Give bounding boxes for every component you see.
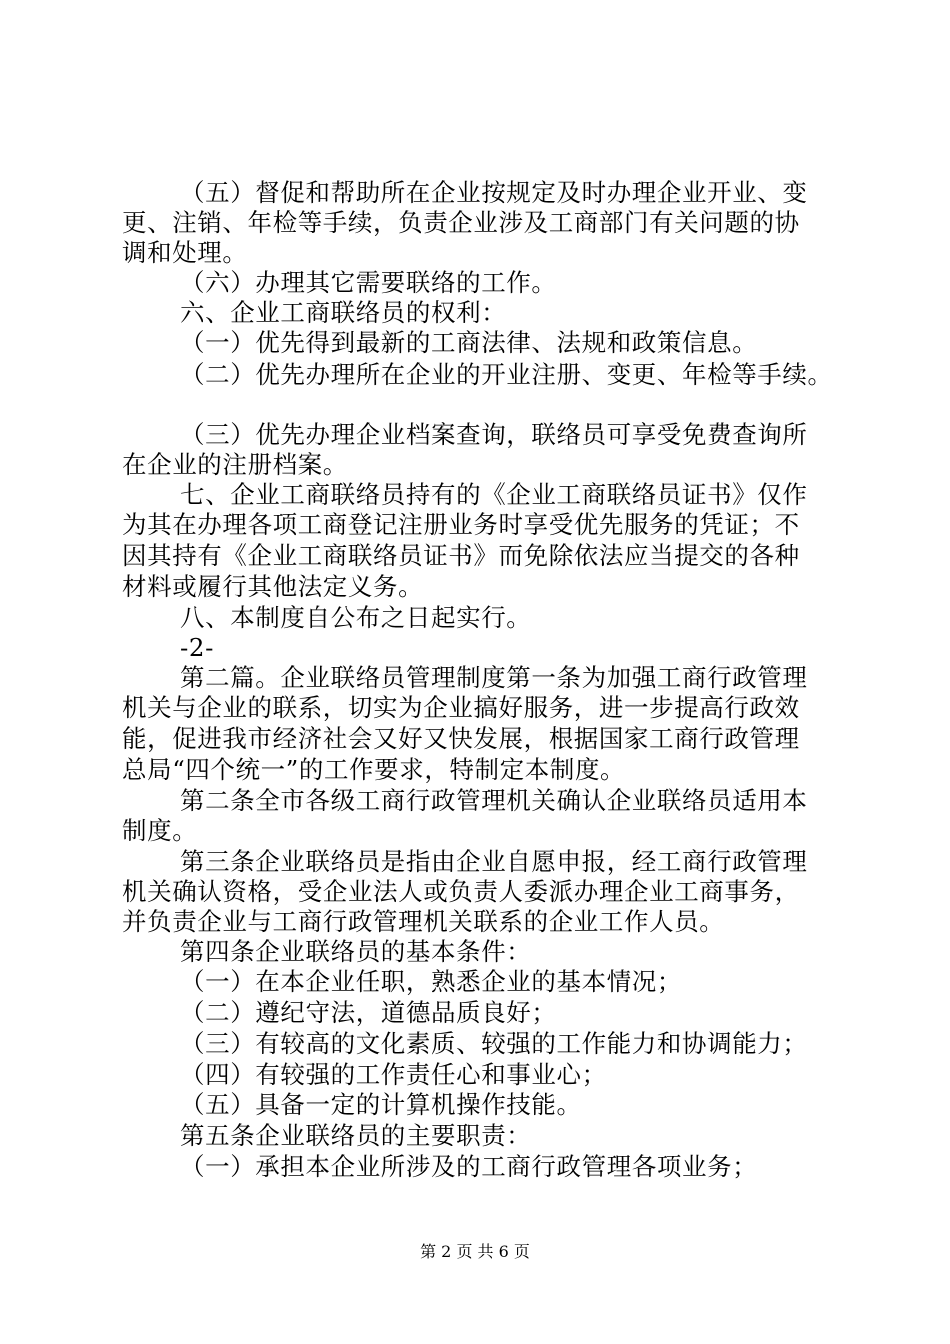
text-line: 能，促进我市经济社会又好又快发展，根据国家工商行政管理 xyxy=(122,724,800,753)
text-line: 机关确认资格，受企业法人或负责人委派办理企业工商事务， xyxy=(122,877,800,906)
article-line: 第三条企业联络员是指由企业自愿申报，经工商行政管理 xyxy=(180,847,808,876)
section-heading: 六、企业工商联络员的权利： xyxy=(180,298,507,327)
text-line: 材料或履行其他法定义务。 xyxy=(122,572,424,601)
text-line: （一）优先得到最新的工商法律、法规和政策信息。 xyxy=(180,328,758,357)
text-line: 调和处理。 xyxy=(122,238,248,267)
text-line: （二）优先办理所在企业的开业注册、变更、年检等手续。 xyxy=(180,360,833,389)
section-heading: 八、本制度自公布之日起实行。 xyxy=(180,603,532,632)
text-line: （三）优先办理企业档案查询，联络员可享受免费查询所 xyxy=(180,420,808,449)
text-line: 制度。 xyxy=(122,816,198,845)
list-item: （三）有较高的文化素质、较强的工作能力和协调能力； xyxy=(180,1029,808,1058)
text-line: 更、注销、年检等手续，负责企业涉及工商部门有关问题的协 xyxy=(122,208,800,237)
text-line: 并负责企业与工商行政管理机关联系的企业工作人员。 xyxy=(122,907,725,936)
text-line: 在企业的注册档案。 xyxy=(122,450,348,479)
text-line: （六）办理其它需要联络的工作。 xyxy=(180,268,557,297)
text-line: （五）督促和帮助所在企业按规定及时办理企业开业、变 xyxy=(180,178,808,207)
list-item: （二）遵纪守法，道德品质良好； xyxy=(180,998,557,1027)
text-line: 总局“四个统一”的工作要求，特制定本制度。 xyxy=(122,755,626,784)
chapter-heading: 第二篇。企业联络员管理制度第一条为加强工商行政管理 xyxy=(180,663,808,692)
text-line: 因其持有《企业工商联络员证书》而免除依法应当提交的各种 xyxy=(122,541,800,570)
list-item: （一）承担本企业所涉及的工商行政管理各项业务； xyxy=(180,1152,758,1181)
article-line: 第四条企业联络员的基本条件： xyxy=(180,937,532,966)
inline-page-marker: -2- xyxy=(180,633,214,662)
list-item: （五）具备一定的计算机操作技能。 xyxy=(180,1090,582,1119)
list-item: （一）在本企业任职，熟悉企业的基本情况； xyxy=(180,967,682,996)
list-item: （四）有较强的工作责任心和事业心； xyxy=(180,1060,607,1089)
page-footer: 第 2 页 共 6 页 xyxy=(420,1242,530,1261)
section-heading: 七、企业工商联络员持有的《企业工商联络员证书》仅作 xyxy=(180,480,808,509)
article-line: 第二条全市各级工商行政管理机关确认企业联络员适用本 xyxy=(180,786,808,815)
text-line: 机关与企业的联系，切实为企业搞好服务，进一步提高行政效 xyxy=(122,693,800,722)
text-line: 为其在办理各项工商登记注册业务时享受优先服务的凭证；不 xyxy=(122,510,800,539)
article-line: 第五条企业联络员的主要职责： xyxy=(180,1121,532,1150)
